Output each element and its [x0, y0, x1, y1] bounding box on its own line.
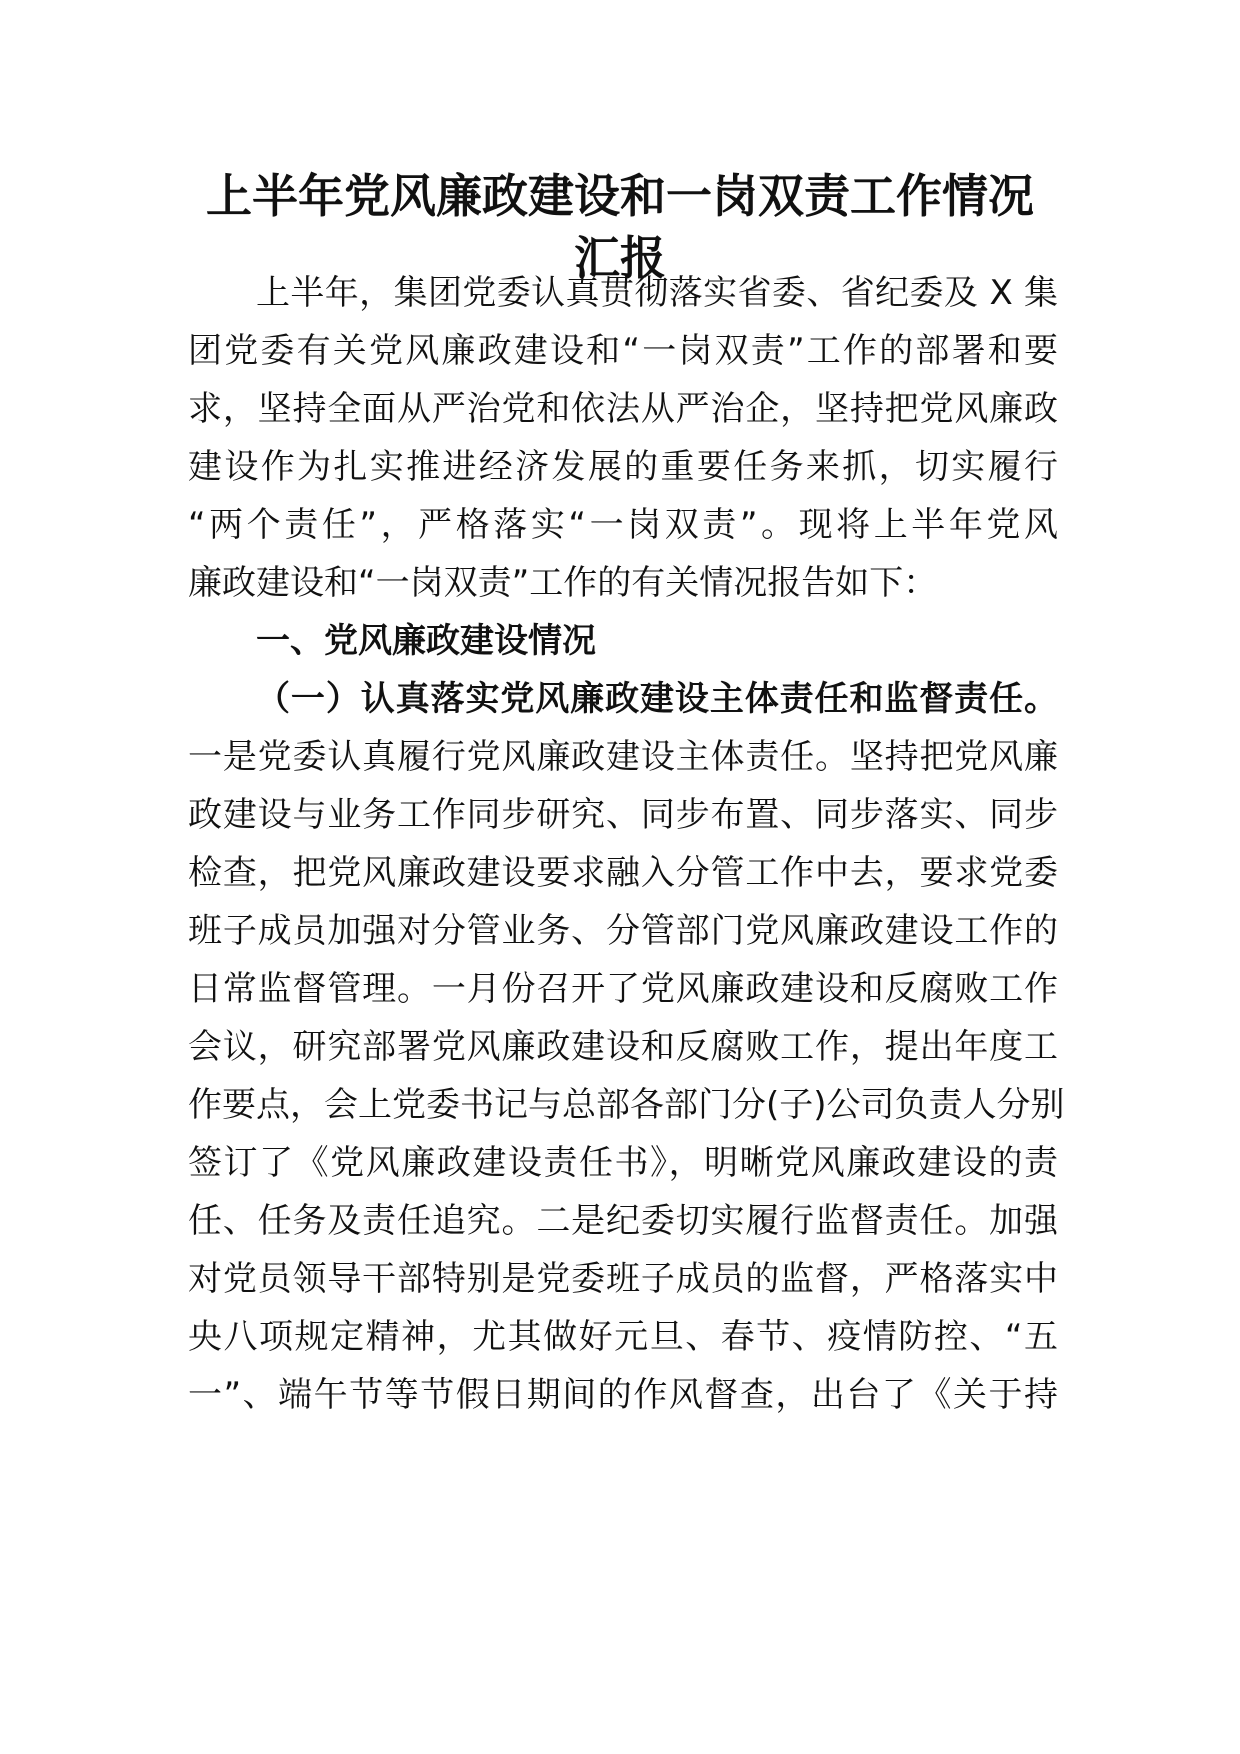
- body-line: 会议，研究部署党风廉政建设和反腐败工作，提出年度工: [188, 1027, 1058, 1067]
- intro-line: 求，坚持全面从严治党和依法从严治企，坚持把党风廉政: [188, 389, 1058, 429]
- body-line: 对党员领导干部特别是党委班子成员的监督，严格落实中: [188, 1259, 1058, 1299]
- intro-line: 团党委有关党风廉政建设和“一岗双责”工作的部署和要: [188, 331, 1058, 371]
- body-line: 任、任务及责任追究。二是纪委切实履行监督责任。加强: [188, 1201, 1058, 1241]
- document-title-line-1: 上半年党风廉政建设和一岗双责工作情况: [206, 169, 1034, 223]
- body-line: 作要点，会上党委书记与总部各部门分(子)公司负责人分别: [188, 1085, 1065, 1125]
- intro-line: 廉政建设和“一岗双责”工作的有关情况报告如下：: [188, 563, 938, 603]
- body-line: 政建设与业务工作同步研究、同步布置、同步落实、同步: [188, 795, 1058, 835]
- body-line: 签订了《党风廉政建设责任书》，明晰党风廉政建设的责: [188, 1143, 1058, 1183]
- document-title-line-2: 汇报: [574, 231, 666, 285]
- body-line: 日常监督管理。一月份召开了党风廉政建设和反腐败工作: [188, 969, 1058, 1009]
- intro-line: 建设作为扎实推进经济发展的重要任务来抓，切实履行: [188, 447, 1058, 487]
- body-line: 一是党委认真履行党风廉政建设主体责任。坚持把党风廉: [188, 737, 1058, 777]
- body-line: 班子成员加强对分管业务、分管部门党风廉政建设工作的: [188, 911, 1058, 951]
- section-heading-1: 一、党风廉政建设情况: [256, 621, 596, 661]
- section-heading-2: （一）认真落实党风廉政建设主体责任和监督责任。: [256, 679, 1058, 719]
- intro-line: 上半年，集团党委认真贯彻落实省委、省纪委及 X 集: [256, 273, 1058, 313]
- body-line: 检查，把党风廉政建设要求融入分管工作中去，要求党委: [188, 853, 1058, 893]
- body-line: 一”、端午节等节假日期间的作风督查，出台了《关于持: [188, 1375, 1058, 1415]
- body-line: 央八项规定精神，尤其做好元旦、春节、疫情防控、“五: [188, 1317, 1058, 1357]
- intro-line: “两个责任”，严格落实“一岗双责”。现将上半年党风: [188, 505, 1058, 545]
